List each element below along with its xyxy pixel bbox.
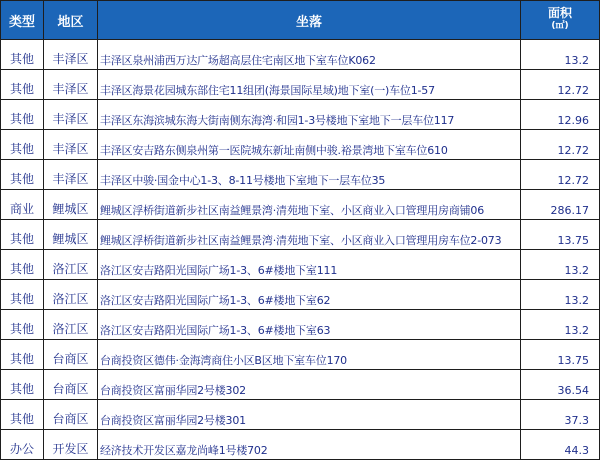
table-row <box>1 280 600 310</box>
cell-location: 台商投资区德伟·金海湾商住小区B区地下室车位170 <box>97 340 520 370</box>
table-row <box>1 220 600 250</box>
cell-district: 台商区 <box>43 370 97 400</box>
cell-location: 台商投资区富丽华园2号楼302 <box>97 370 520 400</box>
cell-location: 洛江区安吉路阳光国际广场1-3、6#楼地下室111 <box>97 250 520 280</box>
table-row <box>1 160 600 190</box>
cell-area: 12.72 <box>521 130 600 160</box>
header-area-label: 面积 <box>548 6 573 20</box>
cell-location: 经济技术开发区嘉龙尚峰1号楼702 <box>97 430 520 460</box>
table-row <box>1 310 600 340</box>
cell-district: 丰泽区 <box>43 70 97 100</box>
table-row <box>1 70 600 100</box>
cell-district: 台商区 <box>43 340 97 370</box>
cell-location: 丰泽区中骏·国金中心1-3、8-11号楼地下室地下一层车位35 <box>97 160 520 190</box>
cell-area: 12.96 <box>521 100 600 130</box>
header-row <box>1 1 600 40</box>
cell-location: 丰泽区东海滨城东海大街南侧东海湾·和园1-3号楼地下室地下一层车位117 <box>97 100 520 130</box>
table-row <box>1 370 600 400</box>
cell-district: 鲤城区 <box>43 190 97 220</box>
header-type: 类型 <box>1 1 44 40</box>
cell-type: 商业 <box>1 190 44 220</box>
cell-location: 丰泽区泉州浦西万达广场超高层住宅南区地下室车位K062 <box>97 40 520 70</box>
table-body <box>1 40 600 460</box>
cell-area: 13.75 <box>521 220 600 250</box>
header-district: 地区 <box>43 1 97 40</box>
table-row <box>1 100 600 130</box>
cell-type: 其他 <box>1 70 44 100</box>
cell-area: 13.2 <box>521 280 600 310</box>
cell-area: 44.3 <box>521 430 600 460</box>
cell-type: 其他 <box>1 280 44 310</box>
table-row <box>1 430 600 460</box>
cell-area: 13.2 <box>521 250 600 280</box>
cell-district: 台商区 <box>43 400 97 430</box>
cell-location: 洛江区安吉路阳光国际广场1-3、6#楼地下室62 <box>97 280 520 310</box>
cell-district: 丰泽区 <box>43 130 97 160</box>
cell-type: 其他 <box>1 340 44 370</box>
cell-type: 其他 <box>1 130 44 160</box>
cell-type: 其他 <box>1 310 44 340</box>
cell-type: 办公 <box>1 430 44 460</box>
cell-area: 12.72 <box>521 70 600 100</box>
table-row <box>1 250 600 280</box>
cell-district: 洛江区 <box>43 310 97 340</box>
cell-area: 286.17 <box>521 190 600 220</box>
cell-type: 其他 <box>1 220 44 250</box>
header-area-unit: (㎡) <box>551 21 569 31</box>
cell-type: 其他 <box>1 250 44 280</box>
cell-location: 丰泽区海景花园城东部住宅11组团(海景国际星域)地下室(一)车位1-57 <box>97 70 520 100</box>
header-area <box>521 1 600 40</box>
table-row <box>1 40 600 70</box>
cell-district: 丰泽区 <box>43 160 97 190</box>
cell-area: 13.2 <box>521 310 600 340</box>
cell-district: 丰泽区 <box>43 100 97 130</box>
cell-district: 鲤城区 <box>43 220 97 250</box>
cell-type: 其他 <box>1 40 44 70</box>
cell-district: 丰泽区 <box>43 40 97 70</box>
cell-location: 丰泽区安吉路东侧泉州第一医院城东新址南侧中骏.裕景湾地下室车位610 <box>97 130 520 160</box>
cell-district: 洛江区 <box>43 250 97 280</box>
cell-area: 36.54 <box>521 370 600 400</box>
table-row <box>1 190 600 220</box>
cell-area: 13.2 <box>521 40 600 70</box>
cell-area: 13.75 <box>521 340 600 370</box>
cell-location: 台商投资区富丽华园2号楼301 <box>97 400 520 430</box>
cell-location: 鲤城区浮桥街道新步社区南益鲤景湾·清苑地下室、小区商业入口管理用房车位2-073 <box>97 220 520 250</box>
cell-type: 其他 <box>1 160 44 190</box>
cell-location: 鲤城区浮桥街道新步社区南益鲤景湾·清苑地下室、小区商业入口管理用房商铺06 <box>97 190 520 220</box>
cell-district: 洛江区 <box>43 280 97 310</box>
cell-location: 洛江区安吉路阳光国际广场1-3、6#楼地下室63 <box>97 310 520 340</box>
cell-district: 开发区 <box>43 430 97 460</box>
table-row <box>1 340 600 370</box>
table-row <box>1 400 600 430</box>
cell-area: 12.72 <box>521 160 600 190</box>
cell-area: 37.3 <box>521 400 600 430</box>
cell-type: 其他 <box>1 100 44 130</box>
cell-type: 其他 <box>1 370 44 400</box>
table-row <box>1 130 600 160</box>
header-location: 坐落 <box>97 1 520 40</box>
cell-type: 其他 <box>1 400 44 430</box>
